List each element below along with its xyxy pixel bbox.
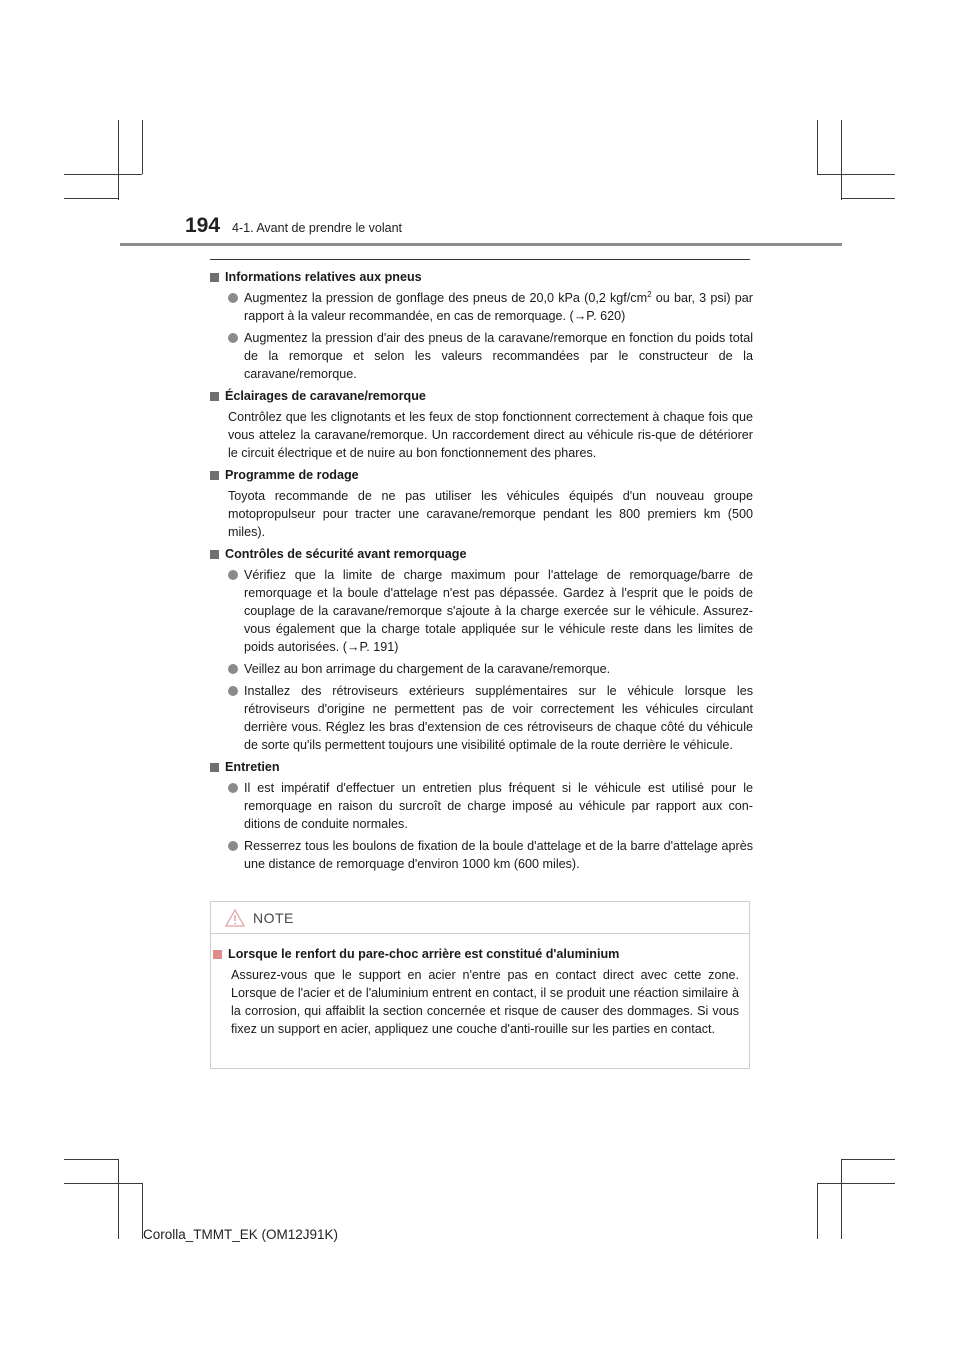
header-divider	[120, 243, 842, 246]
section-title: Entretien	[225, 760, 280, 774]
square-bullet-icon	[210, 471, 219, 480]
note-title: Lorsque le renfort du pare-choc arrière est constitué d'aluminium	[228, 947, 620, 961]
section-title: Programme de rodage	[225, 468, 359, 482]
list-item: Augmentez la pression de gonflage des pneus de 20,0 kPa (0,2 kgf/$cm^2$ ou bar, 3 psi) par rapport à la valeur recommandée, en cas de remorquage. (→P. 620)	[210, 289, 753, 325]
crop-mark	[118, 120, 119, 200]
section-maintenance	[210, 758, 753, 873]
list-item: Installez des rétroviseurs extérieurs supplémentaires sur le véhicule lorsque les rétroviseurs d'origine ne permettent pas de voir correctement les véhicules circulant derrière vous. Réglez les bras d'extension de ces rétroviseurs de chaque côté du véhicule de sorte qu'ils permettent toujours une visibilité optimale de la route derrière le véhicule.	[210, 682, 753, 754]
section-title: Informations relatives aux pneus	[225, 270, 422, 284]
section-lighting	[210, 387, 753, 462]
section-title: Éclairages de caravane/remorque	[225, 389, 426, 403]
section-title: Contrôles de sécurité avant remorquage	[225, 547, 467, 561]
crop-mark	[841, 198, 895, 199]
note-text: Assurez-vous que le support en acier n'entre pas en contact direct avec cette zone. Lorsque de l'acier et de l'aluminium entrent en contact, il se produit une réaction similaire à la corrosion, qui affaiblit la section concernée et risque de causer des dommages. Si vous fixez un support en acier, appliquez une couche d'anti-rouille sur les parties en contact.	[231, 968, 739, 1036]
list-item: Il est impératif d'effectuer un entretien plus fréquent si le véhicule est utilisé pour le remorquage en raison du surcroît de charge imposé au véhicule par rapport aux con-ditions de conduite normales.	[210, 779, 753, 833]
paragraph: Contrôlez que les clignotants et les feux de stop fonctionnent correctement à chaque fois que vous attelez la caravane/remorque. Un raccordement direct au véhicule ris-que de détériorer le circuit électrique et de nuire au bon fonctionnement des phares.	[228, 410, 753, 460]
round-bullet-icon	[228, 841, 238, 851]
round-bullet-icon	[228, 686, 238, 696]
crop-mark	[817, 1183, 818, 1239]
note-box	[210, 901, 750, 1069]
section-tire-info	[210, 268, 753, 383]
content-divider	[210, 259, 750, 260]
round-bullet-icon	[228, 570, 238, 580]
crop-mark	[64, 174, 142, 175]
crop-mark	[64, 198, 118, 199]
page-number: 194	[185, 214, 221, 237]
square-bullet-icon	[210, 392, 219, 401]
page-content	[210, 268, 753, 877]
list-item: Resserrez tous les boulons de fixation de la boule d'attelage et de la barre d'attelage après une distance de remorquage d'environ 1000 km (600 miles).	[210, 837, 753, 873]
crop-mark	[841, 1159, 895, 1160]
crop-mark	[118, 1159, 119, 1239]
crop-mark	[817, 120, 818, 174]
paragraph: Toyota recommande de ne pas utiliser les véhicules équipés d'un nouveau groupe motopropulseur pour tracter une caravane/remorque pendant les 800 premiers km (500 miles).	[228, 489, 753, 539]
round-bullet-icon	[228, 783, 238, 793]
section-safety-checks	[210, 545, 753, 754]
square-bullet-icon	[210, 763, 219, 772]
square-bullet-icon	[213, 950, 222, 959]
crop-mark	[64, 1183, 142, 1184]
footer-doc-id: Corolla_TMMT_EK (OM12J91K)	[143, 1227, 339, 1242]
list-item: Vérifiez que la limite de charge maximum pour l'attelage de remorquage/barre de remorquage et la boule d'attelage n'est pas dépassée. Gardez à l'esprit que le poids de couplage de la caravane/remorque s'ajoute à la charge exercée sur le véhicule. Assurez-vous également que la charge totale appliquée sur le véhicule reste dans les limites de poids autorisées. (→P. 191)	[210, 566, 753, 656]
list-item: Augmentez la pression d'air des pneus de la caravane/remorque en fonction du poids total de la remorque et selon les valeurs recommandées par le constructeur de la caravane/remorque.	[210, 329, 753, 383]
round-bullet-icon	[228, 333, 238, 343]
crop-mark	[841, 1159, 842, 1239]
warning-triangle-icon	[225, 909, 245, 927]
note-label: NOTE	[253, 909, 294, 926]
crop-mark	[817, 1183, 895, 1184]
crop-mark	[841, 120, 842, 200]
list-item: Veillez au bon arrimage du chargement de la caravane/remorque.	[210, 660, 753, 678]
crop-mark	[817, 174, 895, 175]
round-bullet-icon	[228, 293, 238, 303]
crop-mark	[142, 120, 143, 174]
chapter-title: 4-1. Avant de prendre le volant	[232, 221, 403, 235]
section-break-in	[210, 466, 753, 541]
crop-mark	[64, 1159, 118, 1160]
square-bullet-icon	[210, 550, 219, 559]
round-bullet-icon	[228, 664, 238, 674]
note-header	[211, 902, 749, 934]
square-bullet-icon	[210, 273, 219, 282]
